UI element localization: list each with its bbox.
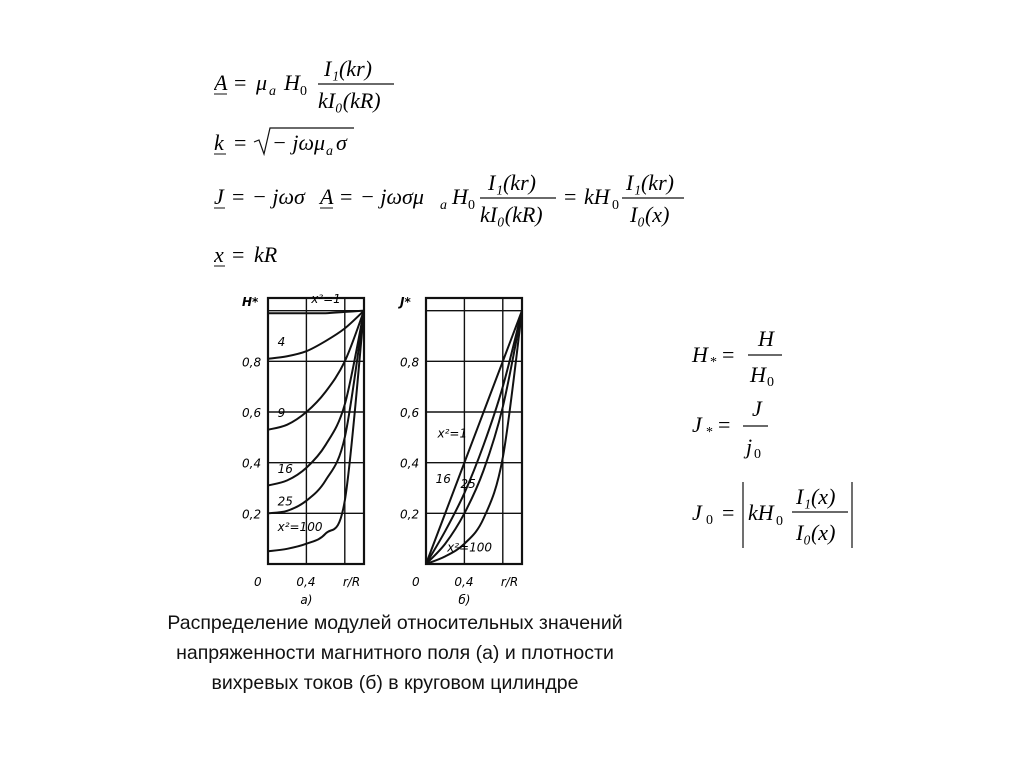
chart-ytick-label: 0,6 <box>242 406 262 420</box>
eq-J-den1: kI₀(kR) <box>480 202 543 227</box>
chart-ytick-label: 0,2 <box>242 507 262 522</box>
eq-A-den: kI₀(kR) <box>318 88 381 113</box>
eq-J-part2-sub: a <box>440 198 447 213</box>
eq-Hstar-star: * <box>710 355 717 370</box>
eq-k-lhs: k <box>214 130 224 155</box>
equation-Hstar <box>691 326 782 390</box>
equation-k <box>214 128 354 159</box>
chart-series-label: 4 <box>277 335 286 350</box>
chart-xtick-label: 0,4 <box>296 575 316 589</box>
chart-ytick-label: 0,8 <box>242 355 262 370</box>
eq-k-sub: a <box>326 144 333 159</box>
chart-series-label: x²=100 <box>277 520 323 535</box>
chart-series-label: x²=1 <box>437 426 468 441</box>
eq-J-part1: − jωσ <box>252 184 305 209</box>
svg-text:=: = <box>234 130 247 155</box>
eq-Hstar-lhs: H <box>692 342 708 367</box>
svg-text:=: = <box>564 184 577 209</box>
eq-J0-kH: kH <box>748 500 774 525</box>
svg-text:=: = <box>340 184 353 209</box>
eq-Jstar-num: J <box>752 396 762 421</box>
svg-text:=: = <box>234 70 247 95</box>
chart-series-label: 9 <box>277 406 286 421</box>
figure-caption <box>100 608 690 698</box>
eq-J-H-sub: 0 <box>468 198 475 213</box>
formula-block-top <box>214 52 734 272</box>
eq-Hstar-num: H <box>758 326 774 351</box>
svg-text:=: = <box>722 342 735 367</box>
eq-J-num2: I₁(kr) <box>626 170 674 195</box>
chart-ytick-label: 0,4 <box>400 456 420 471</box>
caption-line-1: Распределение модулей относительных значений <box>167 612 623 634</box>
equation-J <box>214 170 684 227</box>
eq-Hstar-den: H <box>750 362 766 387</box>
eq-J-lhs: J <box>214 184 224 209</box>
svg-text:=: = <box>232 242 245 267</box>
equation-Jstar <box>692 396 768 462</box>
eq-Jstar-den: j <box>746 434 753 459</box>
eq-J-A: A <box>320 184 334 209</box>
eq-x-lhs: x <box>214 242 224 267</box>
eq-A-mu-sub: a <box>269 84 276 99</box>
chart-xtick-label: 0 <box>412 575 420 589</box>
equation-J0 <box>692 482 852 548</box>
eq-J-kH-sub: 0 <box>612 198 619 213</box>
chart-series-label: 16 <box>277 461 293 476</box>
chart-xlabel: r/R <box>500 575 519 589</box>
svg-text:=: = <box>718 412 731 437</box>
chart-ylabel: H* <box>242 295 259 309</box>
chart-ytick-label: 0,4 <box>242 456 262 471</box>
formula-block-side <box>688 322 888 562</box>
chart-ytick-label: 0,8 <box>400 355 420 370</box>
eq-A-mu: μ <box>256 70 268 95</box>
eq-J0-num: I₁(x) <box>796 484 836 509</box>
eq-Hstar-den-sub: 0 <box>767 375 774 390</box>
chart-ylabel: J* <box>400 295 411 309</box>
eq-A-H-sub: 0 <box>300 84 307 99</box>
eq-J-den2: I₀(x) <box>630 202 670 227</box>
eq-J-kH: kH <box>584 184 610 209</box>
eq-k-sigma: σ <box>336 130 347 155</box>
chart-series-label: 16 <box>435 471 451 486</box>
chart-panel-label: б) <box>458 593 471 607</box>
chart-panel-label: а) <box>300 593 313 607</box>
chart-ytick-label: 0,6 <box>400 406 420 420</box>
chart-series-label: 25 <box>460 477 476 491</box>
eq-Jstar-den-sub: 0 <box>754 447 761 462</box>
eq-J-part2: − jωσμ <box>360 184 424 209</box>
equation-A <box>214 56 394 113</box>
svg-text:=: = <box>232 184 245 209</box>
chart-ytick-label: 0,2 <box>400 507 420 522</box>
eq-k-rhs: − jωμ <box>272 130 326 155</box>
eq-J0-sub: 0 <box>706 513 713 528</box>
eq-A-num: I₁(kr) <box>324 56 372 81</box>
eq-J-num1: I₁(kr) <box>488 170 536 195</box>
charts-figure <box>236 280 546 610</box>
eq-A-H: H <box>284 70 300 95</box>
eq-A-lhs: A <box>214 70 228 95</box>
chart-series-label: x²=1 <box>311 292 341 307</box>
eq-J0-lhs: J <box>692 500 702 525</box>
eq-J-H: H <box>452 184 468 209</box>
chart-xtick-label: 0,4 <box>454 575 474 589</box>
chart-xlabel: r/R <box>342 575 361 589</box>
chart-series-label: 25 <box>277 494 293 509</box>
eq-Jstar-star: * <box>706 425 713 440</box>
eq-Jstar-lhs: J <box>692 412 702 437</box>
chart-series-label: x²=100 <box>447 540 492 555</box>
caption-line-3: вихревых токов (б) в круговом цилиндре <box>211 672 579 694</box>
chart-xtick-label: 0 <box>254 575 262 589</box>
eq-x-rhs: kR <box>254 242 278 267</box>
caption-line-2: напряженности магнитного поля (а) и плотности <box>176 642 614 664</box>
equation-x <box>214 242 278 267</box>
eq-J0-kH-sub: 0 <box>776 514 783 529</box>
svg-text:=: = <box>722 500 735 525</box>
eq-J0-den: I₀(x) <box>796 520 836 545</box>
